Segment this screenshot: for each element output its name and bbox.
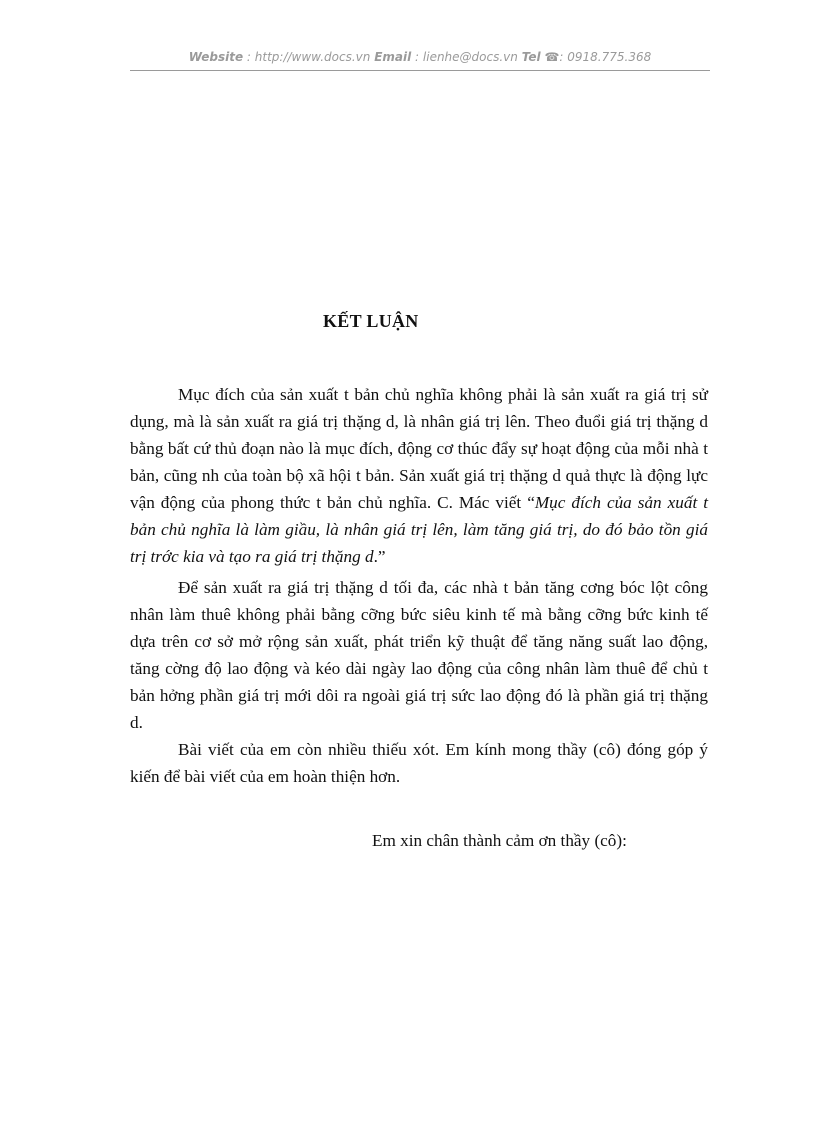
phone-icon: ☎ [544,50,560,64]
page-header [130,50,710,64]
website-value[interactable]: : http://www.docs.vn [246,50,371,64]
email-value[interactable]: : lienhe@docs.vn [415,50,518,64]
tel-value: : 0918.775.368 [559,50,652,64]
email-label: Email [374,50,412,64]
paragraph-1-text: Mục đích của sản xuất t bản chủ nghĩa không phải là sản xuất ra giá trị sử dụng, mà là sản xuất ra giá trị thặng d, là nhân giá trị lên. Theo đuổi giá trị thặng d bằng bất cứ thủ đoạn nào là mục đích, động cơ thúc đẩy sự hoạt động của mỗi nhà t bản, cũng nh của toàn bộ xã hội t bản. Sản xuất giá trị thặng d quả thực là động lực vận động của phong thức t bản chủ nghĩa. C. Mác viết “ [130,385,708,512]
website-label: Website [188,50,244,64]
paragraph-2: Để sản xuất ra giá trị thặng d tối đa, các nhà t bản tăng cơng bóc lột công nhân làm thuê không phải bằng cỡng bức siêu kinh tế mà bằng cỡng bức kinh tế dựa trên cơ sở mở rộng sản xuất, phát triển kỹ thuật để tăng năng suất lao động, tăng cờng độ lao động và kéo dài ngày lao động của công nhân làm thuê để chủ t bản hởng phần giá trị mới dôi ra ngoài giá trị sức lao động đó là phần giá trị thặng d. [130,578,708,732]
closing-line: Em xin chân thành cảm ơn thầy (cô): [372,831,627,850]
marx-quote: Mục đích của sản xuất t bản chủ nghĩa là làm giầu, là nhân giá trị lên, làm tăng giá trị, do đó bảo tồn giá trị trớc kia và tạo ra giá trị thặng d [130,493,708,566]
paragraph-1 [130,381,708,570]
document-body [130,381,708,790]
paragraph-3: Bài viết của em còn nhiều thiếu xót. Em kính mong thầy (cô) đóng góp ý kiến để bài viết của em hoàn thiện hơn. [130,740,708,786]
quote-end: .” [373,547,386,566]
page-title: KẾT LUẬN [323,311,419,331]
tel-label: Tel [521,50,541,64]
header-divider [130,70,710,71]
